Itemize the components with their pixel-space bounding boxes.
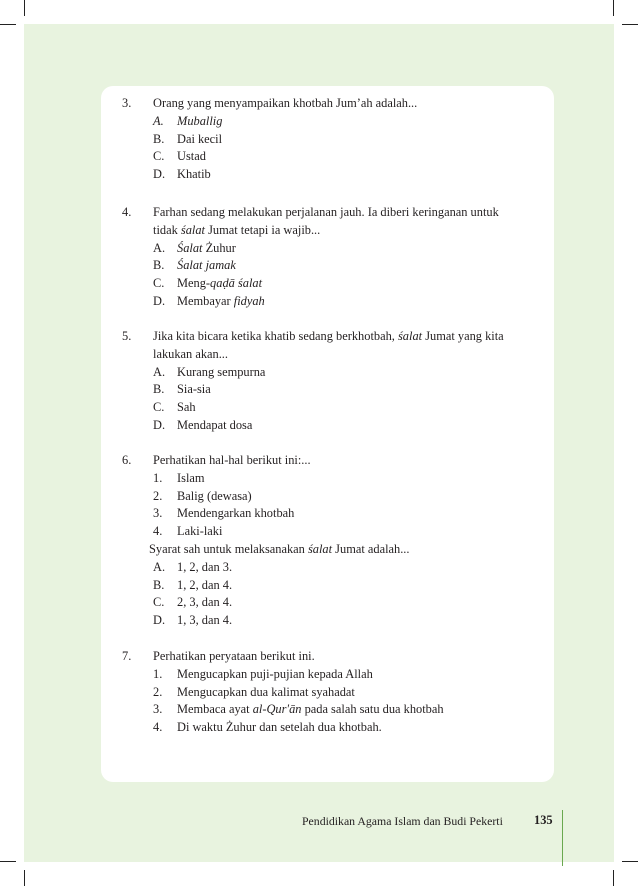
crop-mark xyxy=(24,0,25,16)
question-number: 6. xyxy=(122,453,132,467)
question-number: 5. xyxy=(122,329,132,343)
option-c[interactable]: C. Sah xyxy=(153,400,196,415)
question-number: 7. xyxy=(122,649,132,663)
option-a[interactable]: A. Muballig xyxy=(153,113,223,128)
crop-mark xyxy=(613,0,614,16)
question-text: Orang yang menyampaikan khotbah Jum’ah adalah... xyxy=(153,96,418,110)
option-c[interactable]: C. Ustad xyxy=(153,149,206,164)
crop-mark xyxy=(622,861,638,862)
question-text: Farhan sedang melakukan perjalanan jauh. Ia diberi keringanan untuk tidak śalat Jumat tetapi ia wajib... xyxy=(153,205,499,237)
list-item: 1. Mengucapkan puji-pujian kepada Allah xyxy=(153,666,373,681)
list-item: 4. Di waktu Żuhur dan setelah dua khotbah. xyxy=(153,720,382,735)
list-item: 4. Laki-laki xyxy=(153,524,223,539)
option-c[interactable]: C. 2, 3, dan 4. xyxy=(153,595,233,610)
question-5 xyxy=(122,328,546,435)
question-7 xyxy=(122,648,546,737)
option-b[interactable]: B. Sia-sia xyxy=(153,382,211,397)
option-d[interactable]: D. 1, 3, dan 4. xyxy=(153,613,233,628)
list-item: 3. Mendengarkan khotbah xyxy=(153,506,295,521)
option-b[interactable]: B. Dai kecil xyxy=(153,131,223,146)
crop-mark xyxy=(613,870,614,886)
page-number: 135 xyxy=(534,813,553,827)
option-c[interactable]: C. Meng-qaḍā śalat xyxy=(153,276,263,291)
crop-mark xyxy=(622,24,638,25)
question-text: Perhatikan peryataan berikut ini. xyxy=(153,649,315,663)
option-a[interactable]: A. Śalat Żuhur xyxy=(153,240,236,255)
option-b[interactable]: B. Śalat jamak xyxy=(153,258,236,273)
option-a[interactable]: A. Kurang sempurna xyxy=(153,364,266,379)
option-d[interactable]: D. Mendapat dosa xyxy=(153,417,253,432)
question-text: Jika kita bicara ketika khatib sedang berkhotbah, śalat Jumat yang kita lakukan akan... xyxy=(153,329,504,361)
book-title: Pendidikan Agama Islam dan Budi Pekerti xyxy=(302,814,503,828)
question-3 xyxy=(122,95,546,184)
option-d[interactable]: D. Membayar fidyah xyxy=(153,293,265,308)
footer-rule xyxy=(562,810,563,866)
list-item: 1. Islam xyxy=(153,470,205,485)
question-6 xyxy=(122,452,546,630)
question-number: 3. xyxy=(122,96,132,110)
crop-mark xyxy=(0,861,16,862)
question-4 xyxy=(122,204,546,311)
question-text: Perhatikan hal-hal berikut ini:... xyxy=(153,453,311,467)
list-item: 2. Mengucapkan dua kalimat syahadat xyxy=(153,684,355,699)
list-item: 3. Membaca ayat al-Qur'ān pada salah satu dua khotbah xyxy=(153,702,444,717)
option-a[interactable]: A. 1, 2, dan 3. xyxy=(153,559,233,574)
crop-mark xyxy=(0,24,16,25)
option-b[interactable]: B. 1, 2, dan 4. xyxy=(153,577,233,592)
crop-mark xyxy=(24,870,25,886)
question-number: 4. xyxy=(122,205,132,219)
question-prompt: Syarat sah untuk melaksanakan śalat Jumat adalah... xyxy=(149,541,410,556)
list-item: 2. Balig (dewasa) xyxy=(153,488,252,503)
option-d[interactable]: D. Khatib xyxy=(153,167,211,182)
